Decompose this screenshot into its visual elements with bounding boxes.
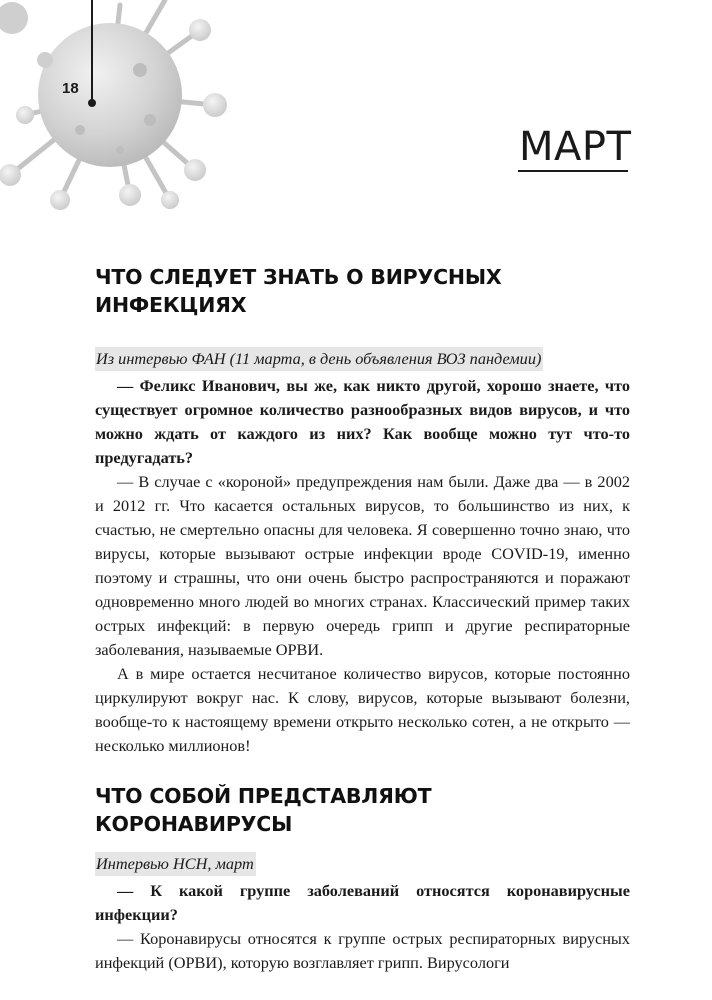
page-number-rule [91,0,93,101]
month-underline [518,170,628,172]
section-2-source: Интервью НСН, март [95,852,256,876]
section-2-question: — К какой группе заболеваний относятся коронавирусные инфекции? [95,881,630,924]
page-number: 18 [62,80,79,97]
section-1-title: ЧТО СЛЕДУЕТ ЗНАТЬ О ВИРУСНЫХ ИНФЕКЦИЯХ [95,265,502,317]
section-1-question: — Феликс Иванович, вы же, как никто другой, хорошо знаете, что существует огромное количество разнообразных видов вирусов, и что можно ждать от каждого из них? Как вообще можно тут что-то предугадать? [95,376,630,467]
section-2-paragraph: — Коронавирусы относятся к группе острых респираторных вирусных инфекций (ОРВИ), которую возглавляет грипп. Вирусологи [95,929,630,972]
section-2-title: ЧТО СОБОЙ ПРЕДСТАВЛЯЮТ КОРОНАВИРУСЫ [95,784,432,836]
virus-illustration [0,0,230,215]
page-content [95,263,630,975]
month-title: МАРТ [519,124,632,170]
section-1-paragraph: А в мире остается несчитаное количество вирусов, которые постоянно циркулируют вокруг нас. К слову, вирусов, которые вызывают болезни, вообще-то к настоящему времени открыто несколько сотен, а не открыто — несколько миллионов! [95,664,630,755]
page-number-dot [88,99,96,107]
section-1-paragraph: — В случае с «короной» предупреждения нам были. Даже два — в 2002 и 2012 гг. Что касается остальных вирусов, то большинство из них, к счастью, не смертельно опасны для человека. Я совершенно точно знаю, что вирусы, которые вызывают острые инфекции вроде COVID-19, именно поэтому и страшны, что они очень быстро распространяются и поражают одновременно много людей во многих странах. Классический пример таких острых инфекций: в первую очередь грипп и другие респираторные заболевания, называемые ОРВИ. [95,472,630,659]
section-1-source: Из интервью ФАН (11 марта, в день объявления ВОЗ пандемии) [95,347,543,371]
